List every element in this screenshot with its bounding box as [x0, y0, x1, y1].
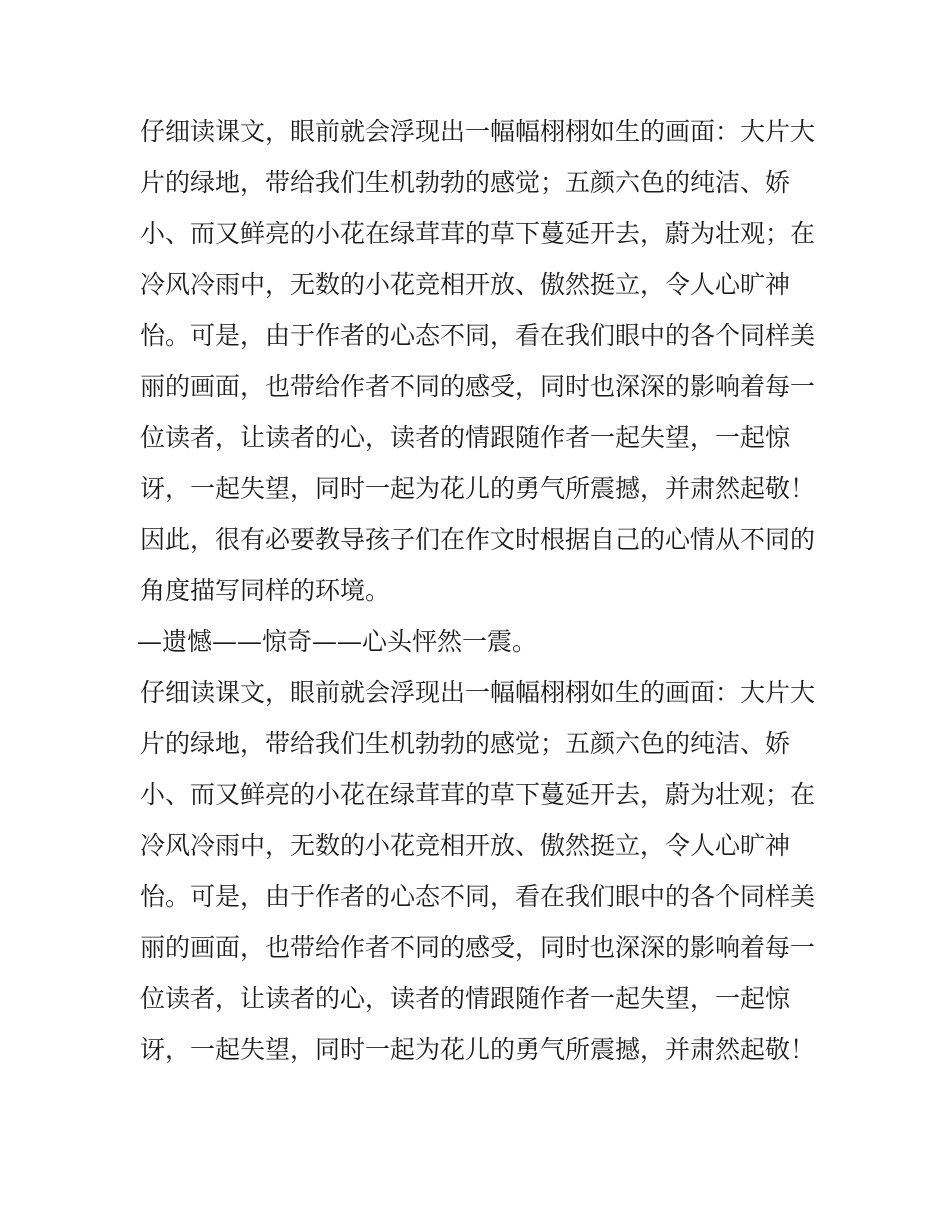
text-line: 仔细读课文，眼前就会浮现出一幅幅栩栩如生的画面：大片大 — [140, 678, 816, 707]
text-line: 片的绿地，带给我们生机勃勃的感觉；五颜六色的纯洁、娇 — [140, 168, 791, 197]
text-line: 丽的画面，也带给作者不同的感受，同时也深深的影响着每一 — [140, 372, 816, 401]
text-line: 因此，很有必要教导孩子们在作文时根据自己的心情从不同的 — [140, 525, 816, 554]
body-text — [137, 106, 820, 1075]
text-line: 角度描写同样的环境。 — [140, 576, 391, 605]
text-line: 讶，一起失望，同时一起为花儿的勇气所震撼，并肃然起敬！ — [140, 474, 816, 503]
text-line: 怡。可是，由于作者的心态不同，看在我们眼中的各个同样美 — [140, 321, 816, 350]
text-line: 怡。可是，由于作者的心态不同，看在我们眼中的各个同样美 — [140, 882, 816, 911]
text-line: 小、而又鲜亮的小花在绿茸茸的草下蔓延开去，蔚为壮观；在 — [140, 219, 816, 248]
text-line: 仔细读课文，眼前就会浮现出一幅幅栩栩如生的画面：大片大 — [140, 117, 816, 146]
text-line: 位读者，让读者的心，读者的情跟随作者一起失望，一起惊 — [140, 423, 791, 452]
text-line: 位读者，让读者的心，读者的情跟随作者一起失望，一起惊 — [140, 984, 791, 1013]
text-line: 丽的画面，也带给作者不同的感受，同时也深深的影响着每一 — [140, 933, 816, 962]
text-line: 冷风冷雨中，无数的小花竞相开放、傲然挺立，令人心旷神 — [140, 831, 791, 860]
text-line: 片的绿地，带给我们生机勃勃的感觉；五颜六色的纯洁、娇 — [140, 729, 791, 758]
text-line: 冷风冷雨中，无数的小花竞相开放、傲然挺立，令人心旷神 — [140, 270, 791, 299]
text-line: 讶，一起失望，同时一起为花儿的勇气所震撼，并肃然起敬！ — [140, 1035, 816, 1064]
text-line: 小、而又鲜亮的小花在绿茸茸的草下蔓延开去，蔚为壮观；在 — [140, 780, 816, 809]
section-heading-line: —遗憾——惊奇——心头怦然一震。 — [137, 627, 538, 656]
